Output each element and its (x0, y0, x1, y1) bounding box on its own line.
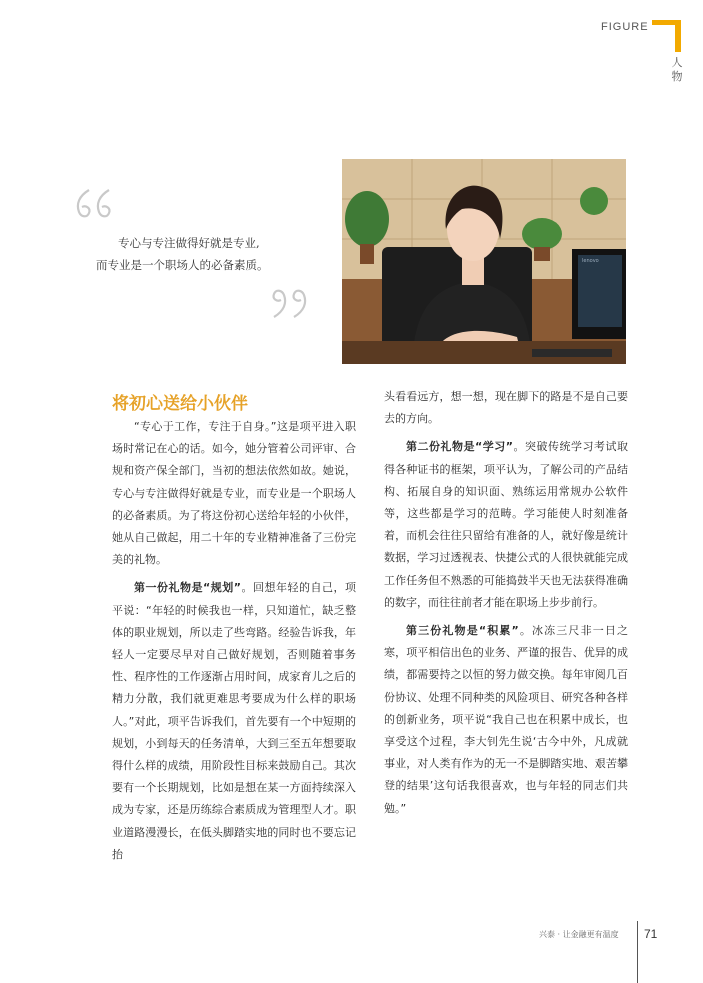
section-vertical-label (671, 56, 683, 84)
paragraph: 头看看远方，想一想，现在脚下的路是不是自己要去的方向。 (384, 390, 628, 426)
figure-label: FIGURE (601, 21, 649, 33)
pull-quote-line-2: 而专业是一个职场人的必备素质。 (96, 258, 269, 272)
paragraph-lead: 第一份礼物是“规划” (134, 581, 241, 595)
portrait-photo (342, 159, 626, 364)
footer-tagline: 兴泰 · 让金融更有温度 (539, 930, 619, 939)
paragraph-lead: 第二份礼物是“学习” (406, 440, 513, 454)
paragraph (384, 436, 628, 614)
close-quote-icon (268, 283, 310, 321)
paragraph (112, 577, 356, 866)
footer-divider (637, 921, 638, 983)
paragraph (384, 620, 628, 820)
paragraph: “专心于工作，专注于自身。”这是项平进入职场时常记在心的话。如今，她分管着公司评审、合规和资产保全部门，当初的想法依然如故。她说，专心与专注做得好就是专业，而专业是一个职场人的必备素质。为了将这份初心送给年轻的小伙伴，她从自己做起，用二十年的专业精神准备了三份完美的礼物。 (112, 420, 356, 567)
bracket-icon (652, 20, 682, 52)
open-quote-icon (73, 186, 115, 224)
section-char-2: 物 (671, 70, 683, 83)
section-title: 将初心送给小伙伴 (112, 394, 248, 414)
article-left-column (112, 416, 356, 866)
paragraph-body: 。冰冻三尺非一日之寒，项平相信出色的业务、严谨的报告、优异的成绩，都需要持之以恒的努力做交换。每年审阅几百份协议、处理不同种类的风险项目、研究各种各样的创新业务，项平说“我自己也在积累中成长，也享受这个过程，李大钊先生说‘古今中外，凡成就事业，对人类有作为的无一不是脚踏实地、艰苦攀登的结果’这句话我很喜欢，也与年轻的同志们共勉。” (384, 624, 628, 815)
section-char-1: 人 (671, 56, 683, 69)
paragraph-body: 。回想年轻的自己，项平说：“年轻的时候我也一样，只知道忙，缺乏整体的职业规划，所以走了些弯路。经验告诉我，年轻人一定要尽早对自己做好规划，否则随着事务性、程序性的工作逐渐占用时间，成家育儿之后的精力分散，我们就更难思考要成为什么样的职场人。”对此，项平告诉我们，首先要有一个中短期的规划，小到每天的任务清单，大到三至五年想要取得什么样的成绩，用阶段性目标来鼓励自己。其次要有一个长期规划，比如是想在某一方面持续深入成为专家，还是历练综合素质成为管理型人才。职业道路漫漫长，在低头脚踏实地的同时也不要忘记抬 (112, 581, 357, 861)
office-scene-illustration (342, 159, 626, 364)
paragraph-lead: 第三份礼物是“积累” (406, 624, 519, 638)
pull-quote-line-1: 专心与专注做得好就是专业, (118, 236, 260, 250)
page-number: 71 (644, 927, 658, 941)
article-right-column (384, 386, 628, 820)
monitor-brand-label: lenovo (582, 258, 599, 264)
paragraph-body: 。突破传统学习考试取得各种证书的框架，项平认为，了解公司的产品结构、拓展自身的知识面、熟练运用常规办公软件等，这些都是学习的范畴。学习能使人时刻准备着，而机会往往只留给有准备的人，就好像是统计数据，学习过透视表、快捷公式的人很快就能完成工作任务但不熟悉的可能捣鼓半天也无法获得准确的数字，而往往前者才能在职场上步步前行。 (384, 440, 629, 609)
pull-quote (96, 232, 306, 276)
